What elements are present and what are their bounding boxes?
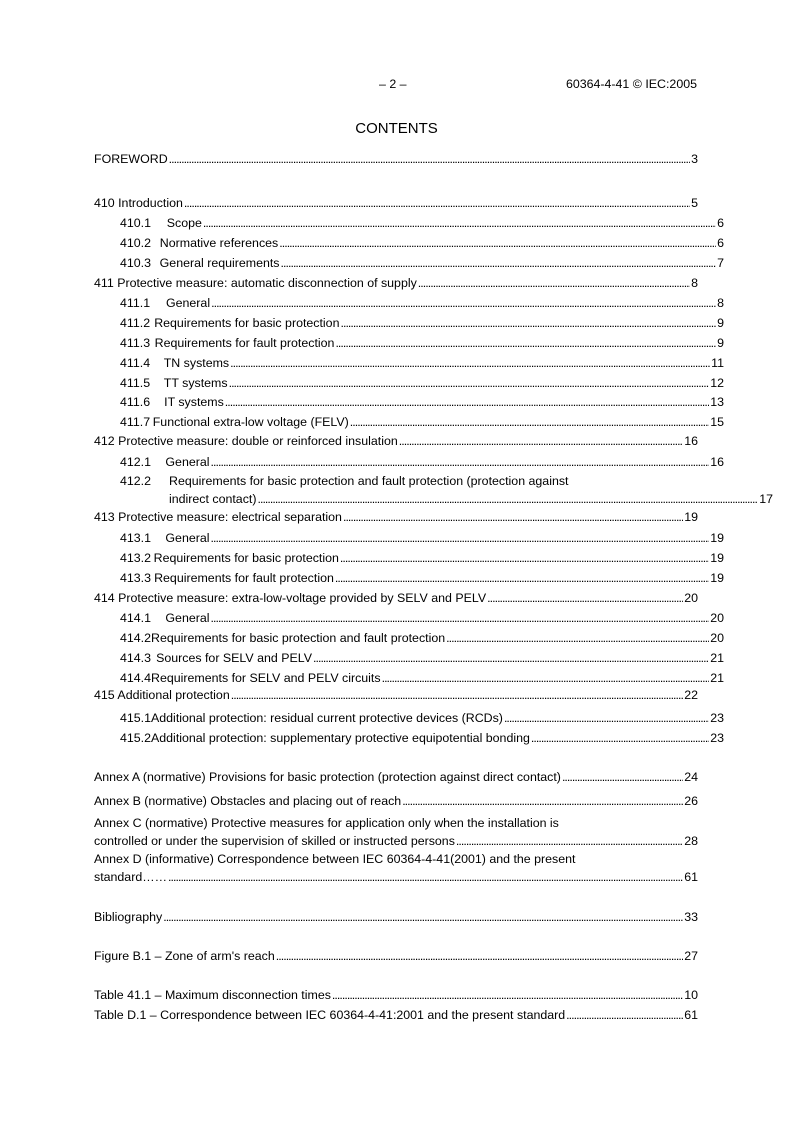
toc-entry[interactable]: 410.2 Normative references . . . 6 xyxy=(94,234,698,252)
toc-entry[interactable]: Annex B (normative) Obstacles and placing out of reach . . . 26 xyxy=(94,792,698,810)
toc-entry[interactable]: 414.1 General . . . 20 xyxy=(94,609,698,627)
page-number: – 2 – xyxy=(379,77,407,91)
toc-entry[interactable]: 411.4 TN systems . . . 11 xyxy=(94,354,698,372)
toc-entry[interactable]: 413.3 Requirements for fault protection . . . 19 xyxy=(94,569,698,587)
page-header xyxy=(0,77,793,95)
toc-entry[interactable]: 415 Additional protection . . . 22 xyxy=(94,686,698,704)
toc-entry[interactable]: 411.5 TT systems . . . 12 xyxy=(94,374,698,392)
toc-entry[interactable]: 411.1 General . . . 8 xyxy=(94,294,698,312)
toc-entry[interactable]: 412.2 Requirements for basic protection and fault protection (protection against indirect contact) . . . 17 xyxy=(94,472,698,508)
toc-entry[interactable]: 410 Introduction . . . 5 xyxy=(94,194,698,212)
toc-entry[interactable]: 411.3 Requirements for fault protection . . . 9 xyxy=(94,334,698,352)
toc-entry[interactable]: Table 41.1 – Maximum disconnection times . . . 10 xyxy=(94,986,698,1004)
toc-entry[interactable]: Figure B.1 – Zone of arm's reach . . . 27 xyxy=(94,947,698,965)
document-id: 60364-4-41 © IEC:2005 xyxy=(565,77,697,91)
toc-entry[interactable]: 410.3 General requirements . . . 7 xyxy=(94,254,698,272)
toc-entry[interactable]: 411.7 Functional extra-low voltage (FELV) . . . 15 xyxy=(94,413,698,431)
toc-entry[interactable]: 413.1 General . . . 19 xyxy=(94,529,698,547)
toc-entry[interactable]: Annex C (normative) Protective measures for application only when the installation is controlled or under the supervision of skilled or instructed persons . . . 28 xyxy=(94,814,698,850)
toc-entry[interactable]: 412 Protective measure: double or reinforced insulation . . . 16 xyxy=(94,432,698,450)
toc-entry[interactable]: 413.2 Requirements for basic protection . . . 19 xyxy=(94,549,698,567)
toc-entry[interactable]: 412.1 General . . . 16 xyxy=(94,453,698,471)
toc-entry[interactable]: 411.6 IT systems . . . 13 xyxy=(94,393,698,411)
toc-entry[interactable]: FOREWORD . . . 3 xyxy=(94,150,698,168)
toc-entry[interactable]: 414.2 Requirements for basic protection and fault protection . . . 20 xyxy=(94,629,698,647)
toc-entry[interactable]: 414.3 Sources for SELV and PELV . . . 21 xyxy=(94,649,698,667)
toc-entry[interactable]: Annex A (normative) Provisions for basic protection (protection against direct contact) . . . 24 xyxy=(94,768,698,786)
toc-entry[interactable]: 411.2 Requirements for basic protection . . . 9 xyxy=(94,314,698,332)
toc-entry[interactable]: Bibliography . . . 33 xyxy=(94,908,698,926)
toc-entry[interactable]: Annex D (informative) Correspondence between IEC 60364-4-41(2001) and the present standard…… . . . 61 xyxy=(94,850,698,886)
toc-entry[interactable]: 415.1 Additional protection: residual current protective devices (RCDs) . . . 23 xyxy=(94,709,698,727)
toc-entry[interactable]: 411 Protective measure: automatic disconnection of supply . . . 8 xyxy=(94,274,698,292)
toc-entry[interactable]: 414.4 Requirements for SELV and PELV circuits . . . 21 xyxy=(94,669,698,687)
toc-entry[interactable]: 410.1 Scope . . . 6 xyxy=(94,214,698,232)
page-title: CONTENTS xyxy=(355,120,438,137)
toc-entry[interactable]: 415.2 Additional protection: supplementary protective equipotential bonding . . . 23 xyxy=(94,729,698,747)
toc-entry[interactable]: 413 Protective measure: electrical separation . . . 19 xyxy=(94,508,698,526)
toc-entry[interactable]: Table D.1 – Correspondence between IEC 60364-4-41:2001 and the present standard . . . 61 xyxy=(94,1006,698,1024)
toc-entry[interactable]: 414 Protective measure: extra-low-voltage provided by SELV and PELV . . . 20 xyxy=(94,589,698,607)
